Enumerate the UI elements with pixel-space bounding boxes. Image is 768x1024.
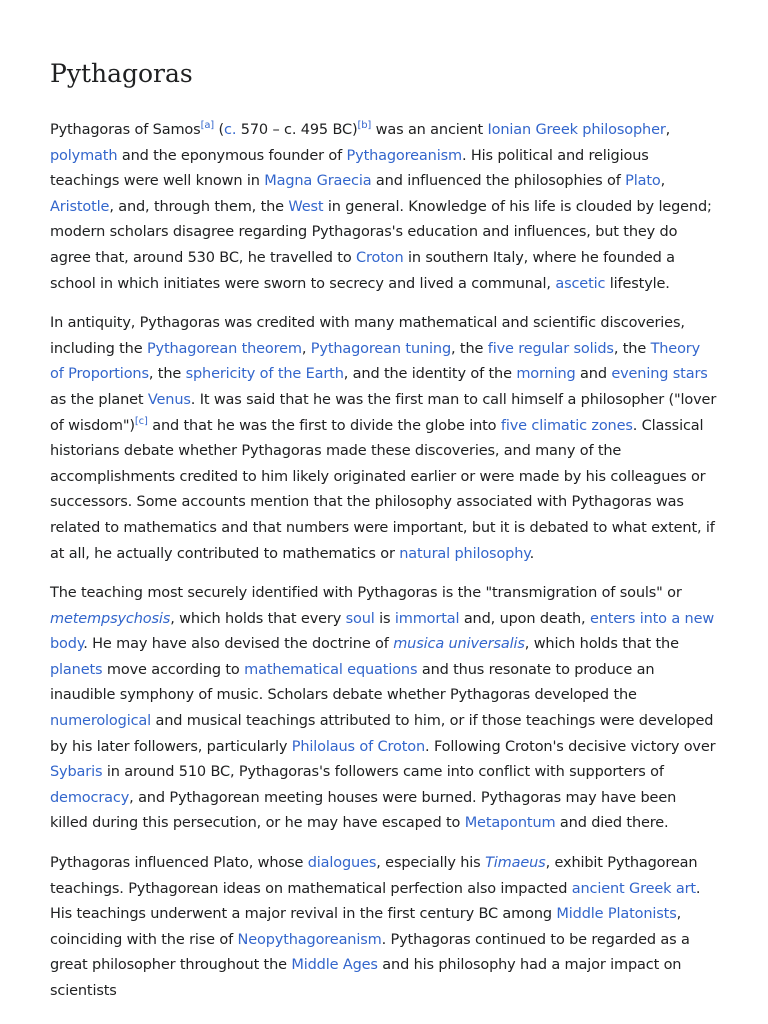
article-link[interactable]: Magna Graecia	[264, 173, 372, 190]
text-run: .	[529, 545, 535, 562]
article-link[interactable]: West	[288, 198, 324, 215]
text-run: , coinciding with the rise of	[50, 906, 682, 948]
text-run: and	[575, 366, 612, 383]
article-link[interactable]: ascetic	[555, 275, 606, 292]
article-link[interactable]: Theory of Proportions	[50, 340, 701, 383]
text-run: , exhibit Pythagorean teachings. Pythagorean ideas on mathematical perfection also impacted	[50, 855, 698, 897]
article-link[interactable]	[485, 855, 546, 871]
text-run: as the planet	[50, 391, 148, 408]
text-run: . Pythagoras continued to be regarded as a great philosopher throughout the	[50, 931, 690, 974]
text-run: Pythagoras of Samos	[50, 122, 201, 138]
text-run: , the	[451, 340, 488, 357]
text-run: and thus resonate to produce an inaudible symphony of music. Scholars debate whether Pythagoras developed the	[50, 661, 655, 704]
text-run: . Following Croton's decisive victory over	[425, 738, 716, 755]
text-run: . It was said that he was the first man to call himself a philosopher ("lover of wisdom")	[50, 391, 717, 434]
text-run: . His political and religious teachings were well known in	[50, 147, 649, 190]
article-link[interactable]: Neopythagoreanism	[237, 931, 382, 948]
text-run: , which holds that the	[524, 636, 679, 653]
article-link[interactable]: planets	[50, 661, 103, 678]
text-run: and the eponymous founder of	[117, 147, 347, 164]
text-run: The teaching most securely identified with Pythagoras is the "transmigration of souls" or	[50, 585, 682, 602]
article-link[interactable]: five regular solids	[487, 340, 614, 357]
article-link[interactable]: dialogues	[307, 855, 377, 872]
text-run: Pythagoras influenced Plato, whose	[50, 855, 308, 872]
article-link[interactable]: Pythagorean tuning	[310, 340, 451, 357]
text-run: , and the identity of the	[343, 366, 517, 383]
text-run: in southern Italy, where he founded a school in which initiates were sworn to secrecy and lived a communal,	[50, 249, 675, 292]
article-link[interactable]: mathematical equations	[244, 661, 418, 678]
article-link[interactable]: numerological	[50, 713, 152, 730]
text-run: lifestyle.	[605, 275, 670, 292]
article-link[interactable]: Metapontum	[464, 815, 556, 832]
article-link[interactable]: five climatic zones	[500, 417, 633, 434]
article-link[interactable]: Ionian Greek philosopher	[487, 122, 666, 138]
paragraph-2	[50, 311, 718, 567]
article-link[interactable]: morning	[516, 366, 576, 383]
italic-term: Timaeus	[485, 855, 546, 872]
text-run: and his philosophy had a major impact on scientists	[50, 957, 682, 999]
article-link[interactable]: Philolaus of Croton	[291, 738, 426, 755]
paragraph-1	[50, 118, 718, 297]
text-run: and that he was the first to divide the globe into	[147, 417, 501, 434]
text-run: in general. Knowledge of his life is clouded by legend; modern scholars disagree regarding Pythagoras's education and influences, but they do agree that, around 530 BC, he travelled to	[50, 198, 712, 266]
article-link[interactable]: polymath	[50, 147, 118, 164]
text-run: in around 510 BC, Pythagoras's followers came into conflict with supporters of	[102, 764, 664, 781]
reference-link[interactable]: [b]	[357, 120, 372, 132]
italic-term: metempsychosis	[50, 610, 171, 627]
text-run: and died there.	[555, 815, 669, 832]
article-link[interactable]	[393, 636, 525, 652]
text-run: ,	[665, 122, 671, 138]
paragraph-4	[50, 851, 718, 1005]
text-run: , and, through them, the	[109, 198, 289, 215]
text-run: , the	[148, 366, 186, 383]
text-run: and, upon death,	[459, 610, 590, 627]
paragraph-3	[50, 581, 718, 837]
article-link[interactable]: Middle Platonists	[556, 906, 677, 923]
text-run: , and Pythagorean meeting houses were burned. Pythagoras may have been killed during this persecution, or he may have escaped to	[50, 789, 677, 832]
article-body	[50, 118, 718, 1005]
article-link[interactable]: immortal	[394, 610, 460, 627]
text-run: ,	[660, 173, 666, 190]
text-run: , which holds that every	[170, 610, 346, 627]
page-title: Pythagoras	[50, 59, 193, 88]
text-run: (	[214, 122, 225, 138]
reference-link[interactable]: [c]	[134, 415, 148, 427]
text-run: , the	[613, 340, 651, 357]
article-link[interactable]: c.	[224, 122, 237, 138]
text-run: and musical teachings attributed to him, or if those teachings were developed by his later followers, particularly	[50, 713, 714, 755]
text-run: 570 – c. 495 BC)	[236, 122, 358, 138]
article-link[interactable]: Pythagorean theorem	[146, 340, 302, 357]
article-link[interactable]: Aristotle	[50, 198, 110, 215]
article-link[interactable]: Middle Ages	[291, 957, 378, 974]
article-link[interactable]: natural philosophy	[399, 545, 530, 562]
article-link[interactable]	[50, 611, 170, 627]
text-run: . He may have also devised the doctrine of	[83, 636, 394, 653]
article-link[interactable]: Venus	[147, 391, 191, 408]
text-run: ,	[301, 340, 311, 357]
article-link[interactable]: Croton	[356, 249, 404, 266]
text-run: . Classical historians debate whether Pythagoras made these discoveries, and many of the accomplishments credited to him likely originated earlier or were made by his colleagues or successors. Some accounts mention that the philosophy associated with Pythagoras was related to mathematics and that numbers were important, but it is debated to what extent, if at all, he actually contributed to mathematics or	[50, 417, 715, 562]
article-link[interactable]: Pythagoreanism	[346, 147, 462, 164]
italic-term: musica universalis	[393, 636, 525, 653]
text-run: In antiquity, Pythagoras was credited with many mathematical and scientific discoveries, including the	[50, 315, 685, 357]
article-link[interactable]: Sybaris	[50, 764, 103, 781]
article-link[interactable]: enters into a new body	[50, 610, 715, 653]
text-run: was an ancient	[371, 122, 488, 138]
reference-link[interactable]: [a]	[200, 120, 215, 132]
article-link[interactable]: evening stars	[611, 366, 708, 383]
article-link[interactable]: Plato	[625, 173, 661, 190]
article-link[interactable]: democracy	[50, 789, 130, 806]
text-run: , especially his	[376, 855, 486, 872]
article-link[interactable]: ancient Greek art	[571, 880, 696, 897]
text-run: . His teachings underwent a major revival in the first century BC among	[50, 880, 701, 923]
text-run: move according to	[102, 661, 245, 678]
article-link[interactable]: soul	[345, 610, 375, 627]
text-run: is	[374, 610, 395, 627]
text-run: and influenced the philosophies of	[371, 173, 626, 190]
article-link[interactable]: sphericity of the Earth	[185, 366, 344, 383]
